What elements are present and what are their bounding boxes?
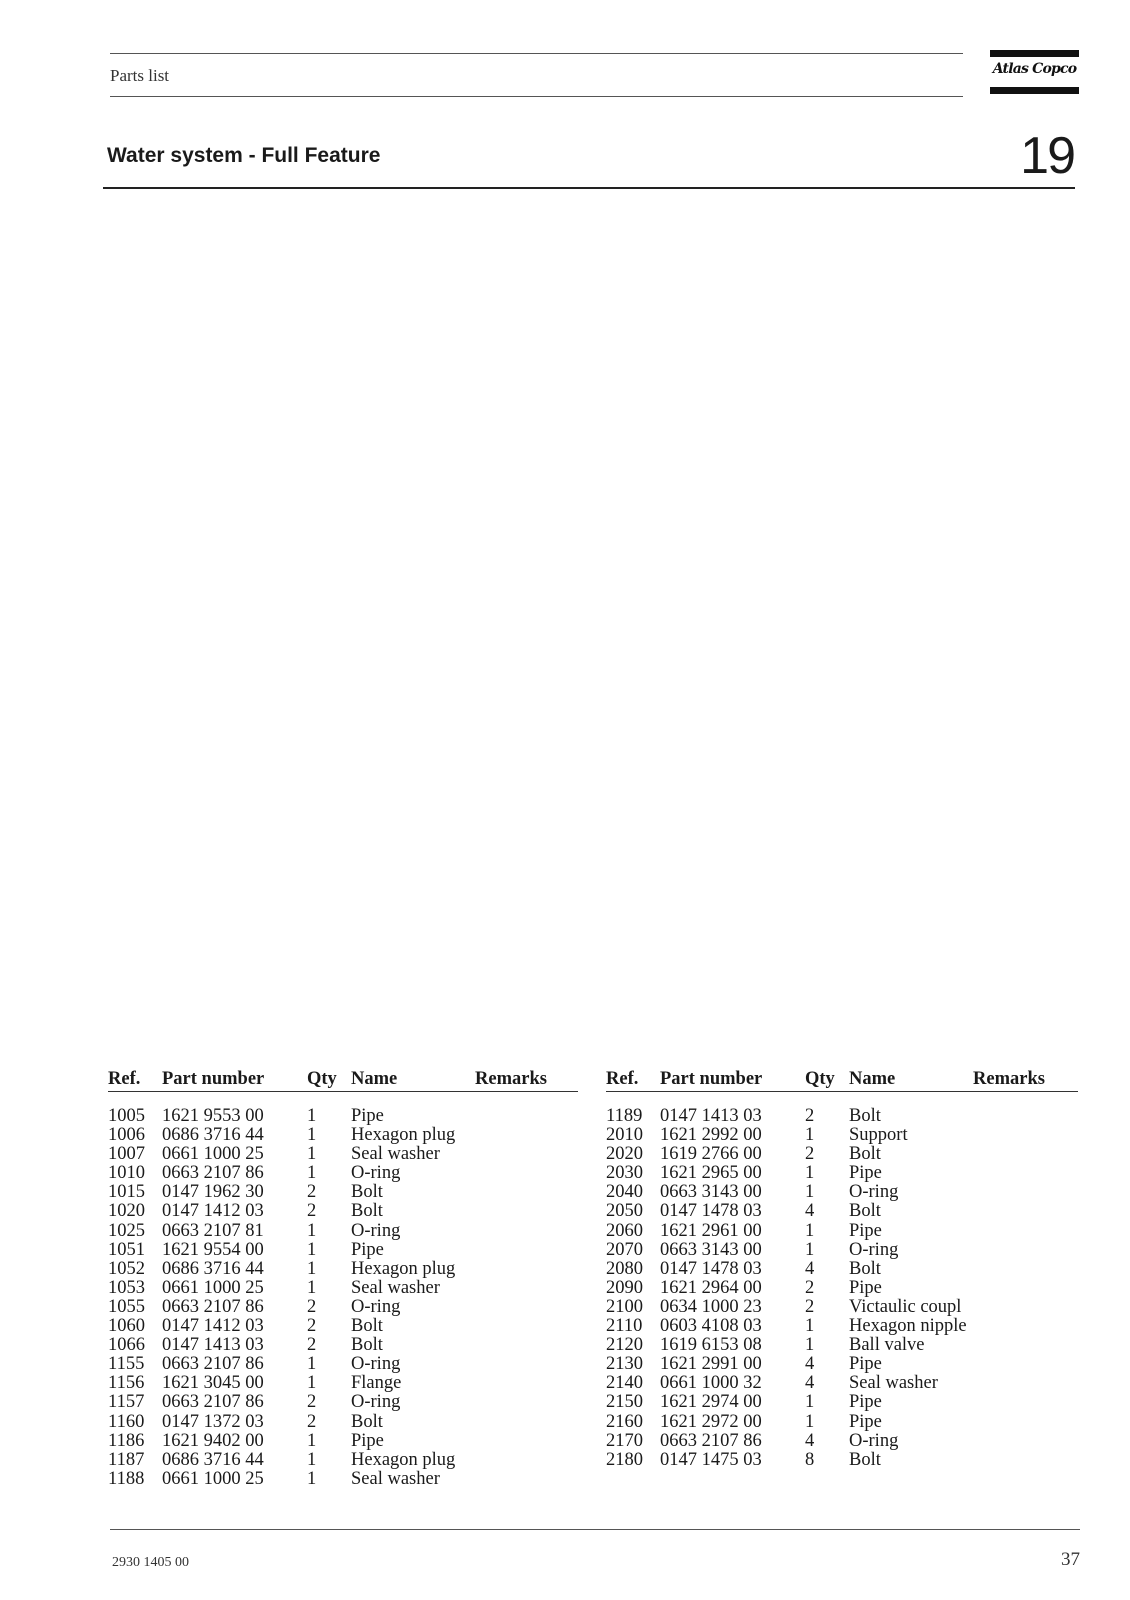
- cell-ref: 2050: [606, 1201, 643, 1222]
- cell-qty: 1: [307, 1449, 317, 1470]
- cell-name: Pipe: [351, 1239, 384, 1260]
- cell-part-number: 1621 2961 00: [660, 1220, 762, 1241]
- section-number: 19: [1020, 127, 1074, 185]
- cell-ref: 2120: [606, 1335, 643, 1356]
- cell-qty: 1: [805, 1335, 815, 1356]
- cell-part-number: 0147 1413 03: [660, 1106, 762, 1126]
- cell-qty: 1: [307, 1468, 317, 1489]
- cell-part-number: 1621 2992 00: [660, 1125, 762, 1146]
- cell-part-number: 1621 2972 00: [660, 1411, 762, 1432]
- cell-name: Pipe: [849, 1411, 882, 1432]
- cell-qty: 1: [805, 1125, 815, 1146]
- cell-name: O-ring: [351, 1354, 401, 1375]
- cell-part-number: 0663 2107 86: [162, 1392, 264, 1413]
- cell-name: O-ring: [351, 1296, 401, 1317]
- column-header-rule: [108, 1091, 578, 1092]
- column-header-name: Name: [351, 1069, 398, 1089]
- cell-qty: 1: [307, 1163, 317, 1184]
- cell-ref: 2160: [606, 1411, 643, 1432]
- column-header-part-number: Part number: [660, 1069, 763, 1089]
- page-number: 37: [1061, 1549, 1080, 1570]
- cell-ref: 1188: [108, 1468, 145, 1489]
- cell-name: Pipe: [849, 1163, 882, 1184]
- cell-qty: 2: [805, 1144, 815, 1165]
- cell-ref: 2030: [606, 1163, 643, 1184]
- cell-qty: 1: [307, 1220, 317, 1241]
- cell-part-number: 1619 6153 08: [660, 1335, 762, 1356]
- cell-name: Hexagon plug: [351, 1449, 456, 1470]
- cell-name: Bolt: [849, 1144, 881, 1165]
- cell-name: O-ring: [849, 1239, 899, 1260]
- column-header-remarks: Remarks: [475, 1069, 547, 1089]
- cell-name: Pipe: [849, 1392, 882, 1413]
- cell-qty: 2: [307, 1411, 317, 1432]
- cell-ref: 1025: [108, 1220, 145, 1241]
- cell-name: O-ring: [849, 1430, 899, 1451]
- cell-qty: 1: [805, 1411, 815, 1432]
- cell-ref: 1157: [108, 1392, 145, 1413]
- cell-ref: 1055: [108, 1296, 145, 1317]
- cell-qty: 8: [805, 1449, 815, 1470]
- cell-part-number: 0661 1000 25: [162, 1277, 264, 1298]
- cell-name: Pipe: [849, 1277, 882, 1298]
- cell-ref: 2060: [606, 1220, 643, 1241]
- cell-name: Bolt: [351, 1182, 383, 1203]
- cell-ref: 2090: [606, 1277, 643, 1298]
- brand-logo: [990, 50, 1079, 94]
- cell-part-number: 0147 1413 03: [162, 1335, 264, 1356]
- cell-part-number: 0686 3716 44: [162, 1125, 264, 1146]
- cell-ref: 1052: [108, 1258, 145, 1279]
- cell-qty: 2: [805, 1296, 815, 1317]
- cell-part-number: 1621 3045 00: [162, 1373, 264, 1394]
- cell-ref: 2170: [606, 1430, 643, 1451]
- cell-part-number: 0147 1412 03: [162, 1201, 264, 1222]
- cell-ref: 1187: [108, 1449, 145, 1470]
- cell-name: Bolt: [351, 1411, 383, 1432]
- cell-ref: 2130: [606, 1354, 643, 1375]
- cell-qty: 4: [805, 1201, 815, 1222]
- cell-qty: 2: [307, 1201, 317, 1222]
- cell-ref: 1051: [108, 1239, 145, 1260]
- cell-part-number: 0634 1000 23: [660, 1296, 762, 1317]
- cell-ref: 2100: [606, 1296, 643, 1317]
- parts-table-right: [606, 1069, 1078, 1489]
- cell-part-number: 0686 3716 44: [162, 1449, 264, 1470]
- cell-ref: 2180: [606, 1449, 643, 1470]
- cell-part-number: 0661 1000 25: [162, 1468, 264, 1489]
- cell-qty: 1: [805, 1220, 815, 1241]
- cell-qty: 1: [805, 1316, 815, 1337]
- cell-part-number: 1621 2991 00: [660, 1354, 762, 1375]
- cell-ref: 1155: [108, 1354, 145, 1375]
- cell-part-number: 0686 3716 44: [162, 1258, 264, 1279]
- logo-bottom-bar: [990, 87, 1079, 94]
- cell-name: Seal washer: [351, 1277, 440, 1298]
- cell-qty: 1: [307, 1125, 317, 1146]
- cell-name: Seal washer: [351, 1468, 440, 1489]
- cell-ref: 1186: [108, 1430, 145, 1451]
- cell-part-number: 1621 9553 00: [162, 1106, 264, 1126]
- cell-part-number: 0663 2107 86: [162, 1354, 264, 1375]
- column-header-remarks: Remarks: [973, 1069, 1045, 1089]
- cell-name: Seal washer: [351, 1144, 440, 1165]
- cell-name: Ball valve: [849, 1335, 925, 1356]
- cell-ref: 2020: [606, 1144, 643, 1165]
- column-header-name: Name: [849, 1069, 896, 1089]
- cell-part-number: 0663 3143 00: [660, 1239, 762, 1260]
- cell-part-number: 0663 2107 86: [162, 1296, 264, 1317]
- cell-name: Bolt: [849, 1258, 881, 1279]
- cell-part-number: 0663 3143 00: [660, 1182, 762, 1203]
- column-header-qty: Qty: [805, 1069, 835, 1089]
- cell-name: Hexagon nipple: [849, 1316, 967, 1337]
- cell-qty: 1: [307, 1430, 317, 1451]
- cell-ref: 1015: [108, 1182, 145, 1203]
- cell-ref: 2110: [606, 1316, 643, 1337]
- cell-qty: 4: [805, 1430, 815, 1451]
- cell-ref: 2140: [606, 1373, 643, 1394]
- cell-qty: 4: [805, 1373, 815, 1394]
- title-rule: [103, 187, 1075, 189]
- cell-name: Victaulic coupl: [849, 1296, 962, 1317]
- cell-part-number: 1619 2766 00: [660, 1144, 762, 1165]
- cell-name: Pipe: [849, 1220, 882, 1241]
- cell-name: O-ring: [849, 1182, 899, 1203]
- column-header-rule: [606, 1091, 1078, 1092]
- cell-name: Bolt: [849, 1449, 881, 1470]
- cell-name: Pipe: [351, 1430, 384, 1451]
- cell-name: Bolt: [351, 1335, 383, 1356]
- cell-part-number: 1621 2965 00: [660, 1163, 762, 1184]
- cell-name: Bolt: [849, 1106, 881, 1126]
- cell-part-number: 1621 9554 00: [162, 1239, 264, 1260]
- cell-qty: 1: [307, 1373, 317, 1394]
- cell-name: Hexagon plug: [351, 1258, 456, 1279]
- cell-ref: 2040: [606, 1182, 643, 1203]
- cell-name: Bolt: [351, 1316, 383, 1337]
- parts-table-left: [108, 1069, 578, 1489]
- cell-ref: 1160: [108, 1411, 145, 1432]
- cell-ref: 1020: [108, 1201, 145, 1222]
- cell-qty: 2: [307, 1335, 317, 1356]
- cell-name: Pipe: [351, 1106, 384, 1126]
- logo-wordmark: Atlas Copco: [992, 61, 1077, 77]
- document-number: 2930 1405 00: [112, 1555, 189, 1570]
- cell-part-number: 0147 1478 03: [660, 1201, 762, 1222]
- cell-name: Support: [849, 1125, 908, 1146]
- cell-ref: 1156: [108, 1373, 145, 1394]
- cell-qty: 1: [805, 1239, 815, 1260]
- cell-name: O-ring: [351, 1392, 401, 1413]
- cell-qty: 2: [805, 1277, 815, 1298]
- cell-part-number: 0147 1478 03: [660, 1258, 762, 1279]
- cell-qty: 2: [307, 1182, 317, 1203]
- cell-part-number: 0603 4108 03: [660, 1316, 762, 1337]
- cell-part-number: 1621 2974 00: [660, 1392, 762, 1413]
- cell-name: Seal washer: [849, 1373, 938, 1394]
- cell-ref: 1189: [606, 1106, 643, 1126]
- cell-qty: 2: [307, 1392, 317, 1413]
- cell-qty: 1: [805, 1163, 815, 1184]
- cell-part-number: 0661 1000 32: [660, 1373, 762, 1394]
- cell-part-number: 0147 1962 30: [162, 1182, 264, 1203]
- cell-qty: 1: [307, 1106, 317, 1126]
- cell-qty: 1: [307, 1277, 317, 1298]
- section-label: Parts list: [110, 66, 170, 85]
- column-header-ref: Ref.: [606, 1069, 639, 1089]
- cell-qty: 4: [805, 1354, 815, 1375]
- logo-top-bar: [990, 50, 1079, 57]
- header-top-rule: [110, 53, 963, 54]
- cell-ref: 1066: [108, 1335, 145, 1356]
- cell-qty: 2: [805, 1106, 815, 1126]
- cell-name: Flange: [351, 1373, 402, 1394]
- cell-name: Bolt: [351, 1201, 383, 1222]
- cell-qty: 1: [307, 1258, 317, 1279]
- cell-part-number: 1621 9402 00: [162, 1430, 264, 1451]
- cell-ref: 1006: [108, 1125, 145, 1146]
- cell-part-number: 0147 1412 03: [162, 1316, 264, 1337]
- column-header-ref: Ref.: [108, 1069, 141, 1089]
- cell-qty: 1: [307, 1239, 317, 1260]
- cell-part-number: 0147 1475 03: [660, 1449, 762, 1470]
- cell-name: O-ring: [351, 1163, 401, 1184]
- cell-part-number: 0663 2107 81: [162, 1220, 264, 1241]
- cell-qty: 4: [805, 1258, 815, 1279]
- cell-ref: 1053: [108, 1277, 145, 1298]
- cell-qty: 1: [805, 1392, 815, 1413]
- cell-ref: 2150: [606, 1392, 643, 1413]
- cell-qty: 1: [805, 1182, 815, 1203]
- cell-ref: 1060: [108, 1316, 145, 1337]
- cell-name: Bolt: [849, 1201, 881, 1222]
- cell-ref: 2010: [606, 1125, 643, 1146]
- page-title: Water system - Full Feature: [107, 144, 381, 167]
- cell-qty: 1: [307, 1354, 317, 1375]
- cell-qty: 2: [307, 1316, 317, 1337]
- cell-ref: 1005: [108, 1106, 145, 1126]
- cell-part-number: 0663 2107 86: [660, 1430, 762, 1451]
- cell-qty: 1: [307, 1144, 317, 1165]
- cell-qty: 2: [307, 1296, 317, 1317]
- header-bottom-rule: [110, 96, 963, 97]
- column-header-qty: Qty: [307, 1069, 337, 1089]
- cell-part-number: 1621 2964 00: [660, 1277, 762, 1298]
- cell-part-number: 0663 2107 86: [162, 1163, 264, 1184]
- cell-ref: 1007: [108, 1144, 145, 1165]
- cell-part-number: 0661 1000 25: [162, 1144, 264, 1165]
- cell-ref: 2080: [606, 1258, 643, 1279]
- cell-part-number: 0147 1372 03: [162, 1411, 264, 1432]
- cell-ref: 1010: [108, 1163, 145, 1184]
- footer-rule: [110, 1529, 1080, 1530]
- cell-name: O-ring: [351, 1220, 401, 1241]
- cell-name: Pipe: [849, 1354, 882, 1375]
- cell-name: Hexagon plug: [351, 1125, 456, 1146]
- column-header-part-number: Part number: [162, 1069, 265, 1089]
- cell-ref: 2070: [606, 1239, 643, 1260]
